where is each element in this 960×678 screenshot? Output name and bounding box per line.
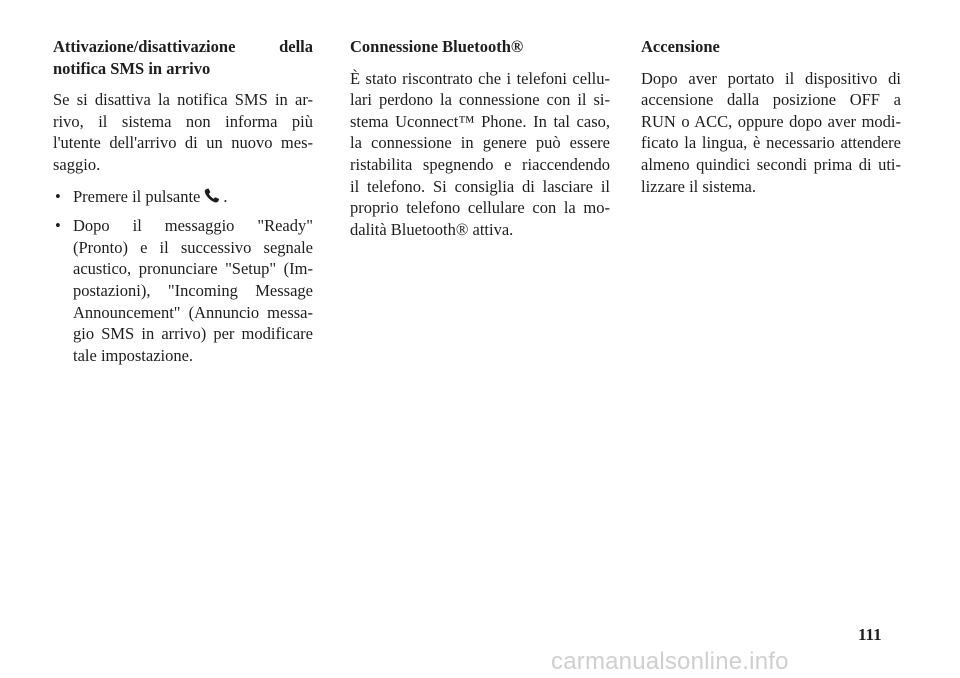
paragraph-line: il telefono. Si consiglia di lasciare il xyxy=(350,176,610,196)
section-heading-accensione: Accensione xyxy=(641,37,720,56)
paragraph-line: È stato riscontrato che i telefoni cellu- xyxy=(350,68,610,88)
page-number: 111 xyxy=(858,625,882,644)
bullet-text-after-icon: . xyxy=(223,186,228,206)
paragraph-line: dalità Bluetooth® attiva. xyxy=(350,219,514,239)
paragraph-line: accensione dalla posizione OFF a xyxy=(641,90,901,110)
column-ignition xyxy=(641,36,901,207)
paragraph-line: lizzare il sistema. xyxy=(641,176,756,196)
heading-line: notifica SMS in arrivo xyxy=(53,58,211,78)
column-bluetooth-connection xyxy=(350,36,610,250)
paragraph-line: ristabilita spegnendo e riaccendendo xyxy=(350,154,610,174)
instruction-list xyxy=(53,186,313,367)
sms-notification-paragraph xyxy=(53,89,313,175)
paragraph-line: l'utente dell'arrivo di un nuovo mes- xyxy=(53,133,313,153)
watermark: carmanualsonline.info xyxy=(551,648,789,675)
bullet-text xyxy=(73,215,313,366)
paragraph-line: ficato la lingua, è necessario attendere xyxy=(641,133,901,153)
bullet-symbol: • xyxy=(55,186,61,206)
list-item xyxy=(53,186,313,208)
bullet-line: postazioni), "Incoming Message xyxy=(73,280,313,300)
phone-icon xyxy=(203,188,221,204)
paragraph-line: lari perdono la connessione con il si- xyxy=(350,90,610,110)
paragraph-line: almeno quindici secondi prima di uti- xyxy=(641,154,901,174)
column-sms-notification xyxy=(53,36,313,374)
list-item xyxy=(53,215,313,366)
paragraph-line: rivo, il sistema non informa più xyxy=(53,111,313,131)
bullet-text-before-icon: Premere il pulsante xyxy=(73,186,201,206)
bullet-line: tale impostazione. xyxy=(73,345,194,365)
section-heading-sms-notification xyxy=(53,36,313,79)
bullet-line: Announcement" (Annuncio messa- xyxy=(73,302,313,322)
bullet-line: gio SMS in arrivo) per modificare xyxy=(73,324,313,344)
paragraph-line: stema Uconnect™ Phone. In tal caso, xyxy=(350,111,610,131)
paragraph-line: saggio. xyxy=(53,154,101,174)
paragraph-line: RUN o ACC, oppure dopo aver modi- xyxy=(641,111,901,131)
paragraph-line: Dopo aver portato il dispositivo di xyxy=(641,68,901,88)
bluetooth-paragraph xyxy=(350,68,610,241)
bullet-symbol: • xyxy=(55,216,61,236)
paragraph-line: la connessione in genere può essere xyxy=(350,133,610,153)
heading-line: Attivazione/disattivazione della xyxy=(53,37,313,56)
section-heading-bluetooth: Connessione Bluetooth® xyxy=(350,37,524,56)
bullet-line: acustico, pronunciare "Setup" (Im- xyxy=(73,259,313,279)
ignition-paragraph xyxy=(641,68,901,198)
bullet-line: Dopo il messaggio "Ready" xyxy=(73,216,313,236)
paragraph-line: Se si disattiva la notifica SMS in ar- xyxy=(53,90,313,110)
bullet-line: (Pronto) e il successivo segnale xyxy=(73,237,313,257)
paragraph-line: proprio telefono cellulare con la mo- xyxy=(350,198,610,218)
